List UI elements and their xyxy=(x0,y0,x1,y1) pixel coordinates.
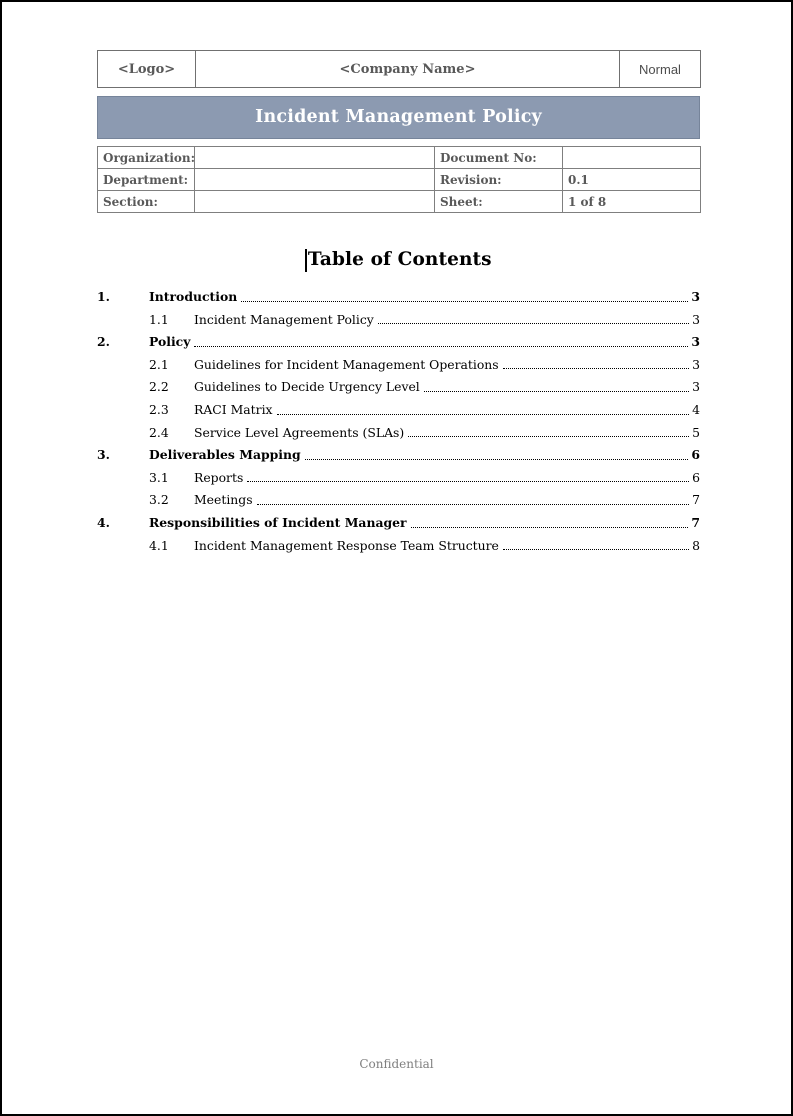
toc-entry-number: 4. xyxy=(97,514,110,530)
toc-dot-leader xyxy=(378,323,689,324)
toc-entry[interactable] xyxy=(97,467,700,490)
toc-entry-number: 3.2 xyxy=(149,492,169,508)
toc-entry-title: Incident Management Policy xyxy=(194,311,374,327)
logo-placeholder[interactable]: <Logo> xyxy=(98,51,196,88)
toc-entry-page: 4 xyxy=(692,401,700,417)
toc-entry-page: 6 xyxy=(691,447,700,463)
page-content xyxy=(97,50,700,557)
toc-heading: Table of Contents xyxy=(307,249,492,270)
toc-entry-number: 2.2 xyxy=(149,379,169,395)
info-value[interactable] xyxy=(195,191,435,213)
toc-entry-number: 1. xyxy=(97,289,110,304)
toc-dot-leader xyxy=(247,481,689,482)
toc-entry-number: 2. xyxy=(97,334,110,350)
toc-entry-page: 3 xyxy=(691,289,700,304)
toc-entry[interactable] xyxy=(97,309,700,332)
footer-confidential: Confidential xyxy=(359,1057,434,1071)
toc-entry-number: 3.1 xyxy=(149,469,169,485)
toc-entry[interactable] xyxy=(97,489,700,512)
toc-entry-number: 2.4 xyxy=(149,424,169,440)
toc-list xyxy=(97,286,700,557)
toc-entry-title: Guidelines to Decide Urgency Level xyxy=(194,379,420,395)
document-info-table xyxy=(97,146,701,213)
doc-style-label: Normal xyxy=(620,51,701,88)
toc-entry-title: Service Level Agreements (SLAs) xyxy=(194,424,405,440)
toc-heading-row xyxy=(97,247,700,273)
info-table-row xyxy=(98,147,701,169)
info-value[interactable]: 0.1 xyxy=(563,169,701,191)
toc-entry[interactable] xyxy=(97,535,700,558)
toc-entry[interactable] xyxy=(97,354,700,377)
toc-dot-leader xyxy=(408,436,689,437)
info-label: Section: xyxy=(98,191,195,213)
toc-entry[interactable] xyxy=(97,286,700,309)
info-label: Document No: xyxy=(435,147,563,169)
toc-entry[interactable] xyxy=(97,331,700,354)
toc-entry-title: Reports xyxy=(194,469,244,485)
info-value[interactable] xyxy=(195,169,435,191)
info-label: Sheet: xyxy=(435,191,563,213)
info-table-body xyxy=(98,147,701,213)
toc-entry-title: Policy xyxy=(149,334,191,350)
info-label: Department: xyxy=(98,169,195,191)
toc-dot-leader xyxy=(503,549,689,550)
toc-entry-page: 7 xyxy=(691,514,700,530)
info-table-row xyxy=(98,191,701,213)
toc-entry-page: 3 xyxy=(692,379,700,395)
toc-dot-leader xyxy=(277,414,690,415)
info-label: Organization: xyxy=(98,147,195,169)
toc-dot-leader xyxy=(257,504,690,505)
toc-entry-title: Responsibilities of Incident Manager xyxy=(149,514,407,530)
toc-entry-page: 3 xyxy=(692,311,700,327)
toc-entry-title: Introduction xyxy=(149,289,238,304)
toc-entry-number: 2.1 xyxy=(149,356,169,372)
toc-entry[interactable] xyxy=(97,399,700,422)
toc-dot-leader xyxy=(411,527,689,528)
toc-entry-page: 3 xyxy=(692,356,700,372)
toc-entry[interactable] xyxy=(97,376,700,399)
toc-entry-page: 7 xyxy=(692,492,700,508)
toc-entry[interactable] xyxy=(97,444,700,467)
toc-entry-number: 2.3 xyxy=(149,401,169,417)
info-label: Revision: xyxy=(435,169,563,191)
toc-dot-leader xyxy=(503,368,689,369)
toc-entry[interactable] xyxy=(97,422,700,445)
toc-entry-title: Incident Management Response Team Structure xyxy=(194,537,499,553)
toc-entry-page: 5 xyxy=(692,424,700,440)
document-header-table xyxy=(97,50,701,88)
toc-entry-number: 4.1 xyxy=(149,537,169,553)
toc-entry-title: Guidelines for Incident Management Operations xyxy=(194,356,499,372)
info-value[interactable]: 1 of 8 xyxy=(563,191,701,213)
info-value[interactable] xyxy=(563,147,701,169)
toc-entry-page: 3 xyxy=(691,334,700,350)
toc-entry-page: 8 xyxy=(692,537,700,553)
toc-dot-leader xyxy=(305,459,689,460)
toc-entry[interactable] xyxy=(97,512,700,535)
toc-entry-title: RACI Matrix xyxy=(194,401,273,417)
toc-dot-leader xyxy=(241,301,688,302)
document-title: Incident Management Policy xyxy=(97,96,700,139)
toc-dot-leader xyxy=(194,346,688,347)
text-cursor xyxy=(305,249,307,272)
toc-entry-title: Deliverables Mapping xyxy=(149,447,301,463)
toc-entry-number: 3. xyxy=(97,447,110,463)
toc-entry-number: 1.1 xyxy=(149,311,169,327)
info-table-row xyxy=(98,169,701,191)
company-name-placeholder[interactable]: <Company Name> xyxy=(196,51,620,88)
toc-entry-page: 6 xyxy=(692,469,700,485)
toc-dot-leader xyxy=(424,391,689,392)
toc-entry-title: Meetings xyxy=(194,492,253,508)
info-value[interactable] xyxy=(195,147,435,169)
